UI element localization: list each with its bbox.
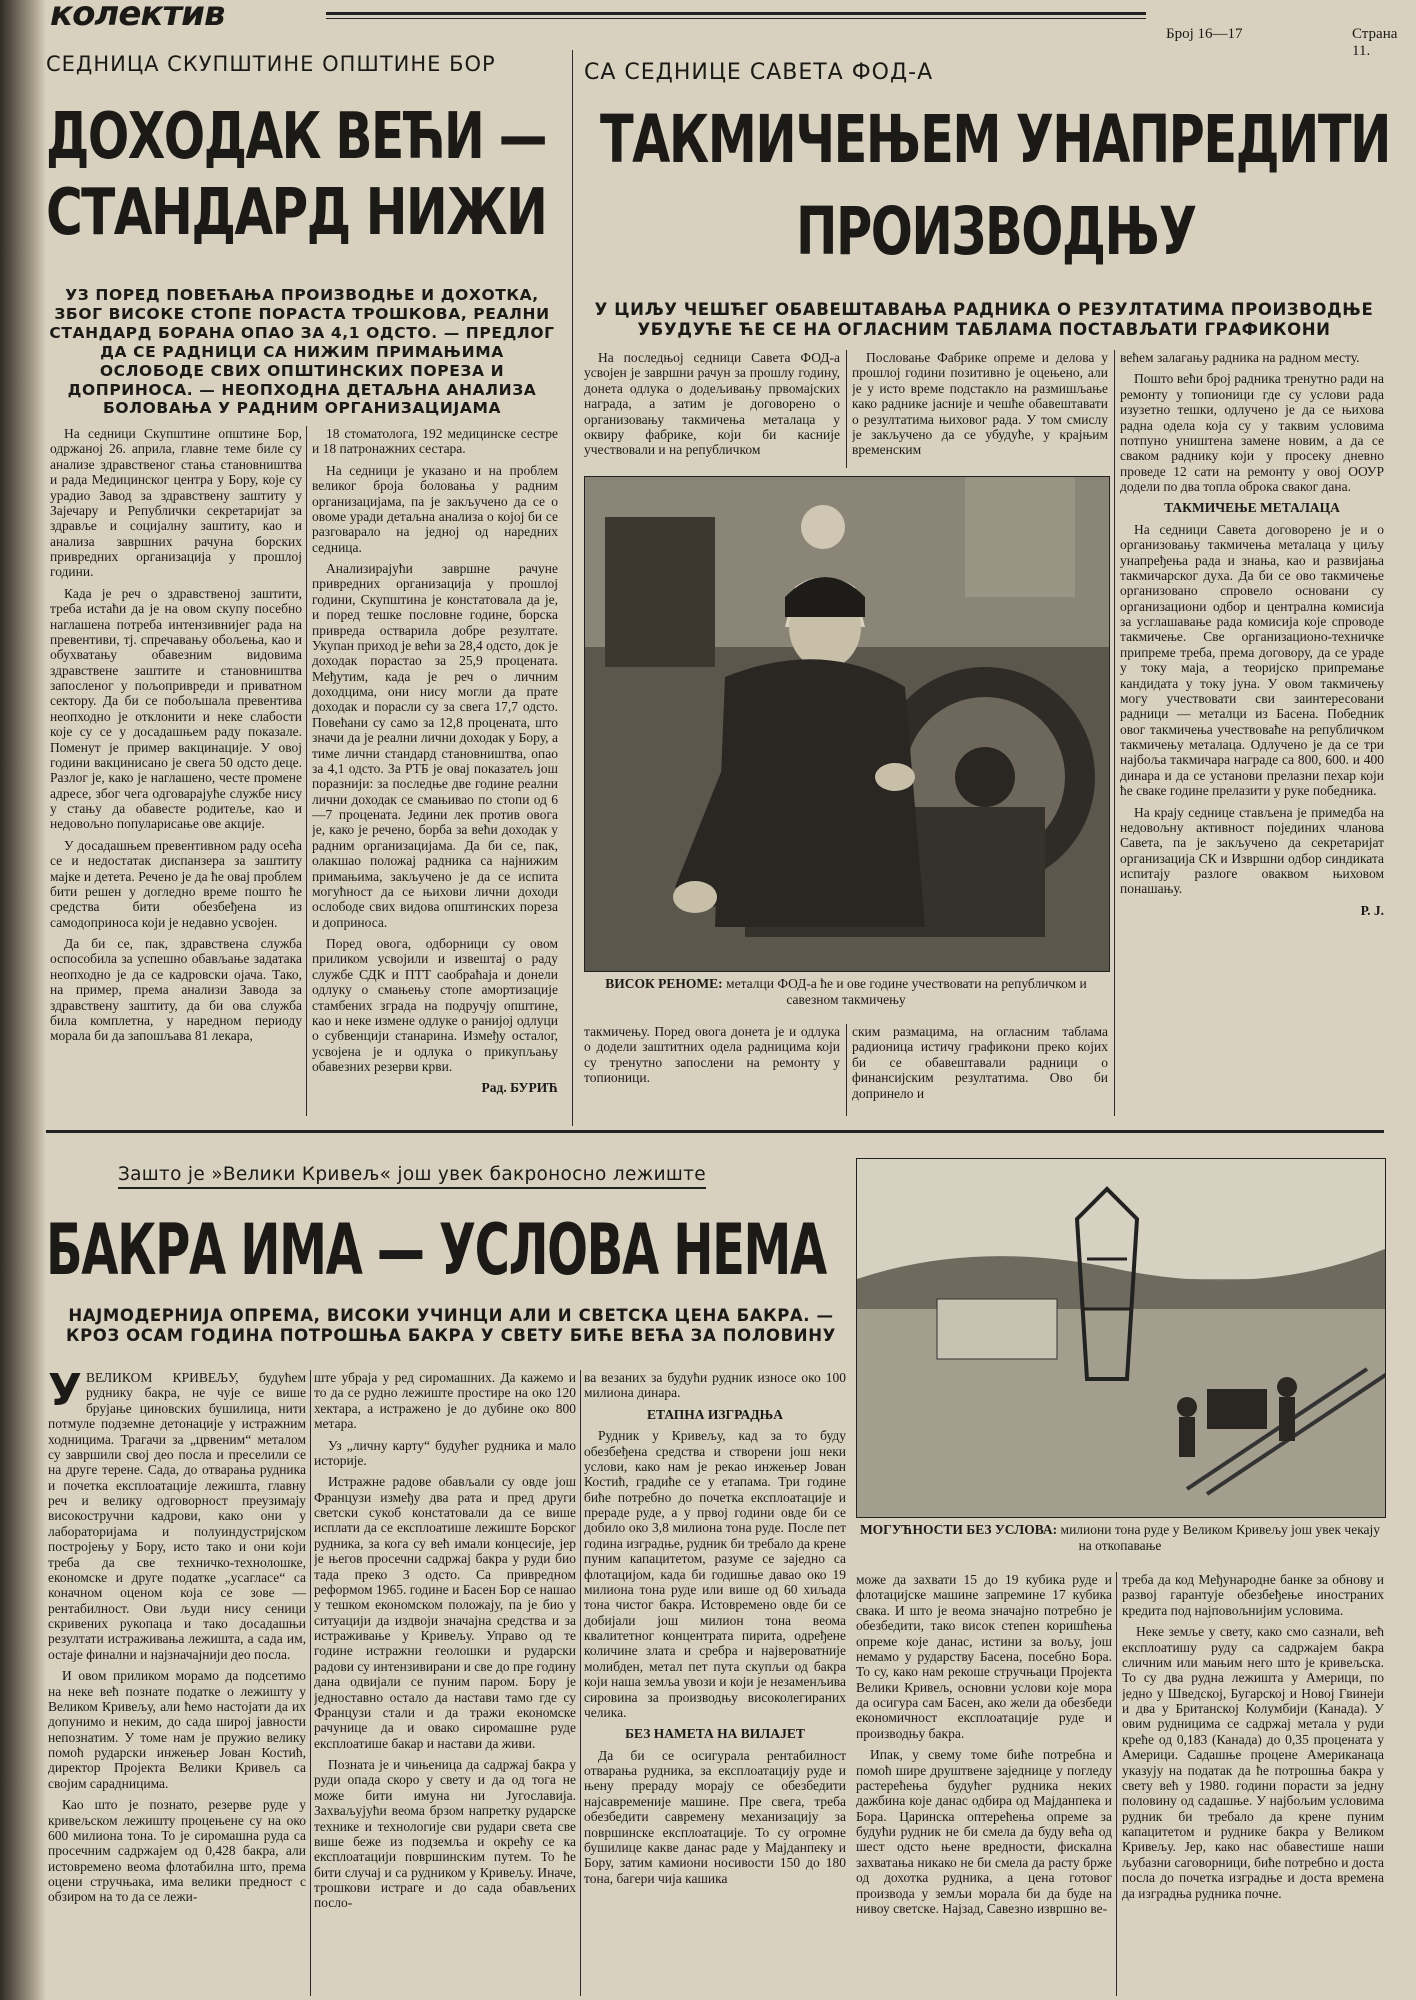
right-article-kicker: СА СЕДНИЦЕ САВЕТА ФОД-А [584,60,934,85]
bottom-article-column-3 [584,1370,846,1996]
paragraph: Ипак, у свему томе биће потребна и помоћ шире друштвене заједнице у погледу растерећења будућег рудника неких дажбина које данас одбира од Мајданпека и Бора. Царинска оптерећења опреме за будући рудник не би смела да буду већа од шест одсто њене вредности, фискална захватања никако не би смела да расту брже од дохотка рудника, а цена готовог производа у земљи морала би да буде на нивоу светске. Најзад, Савезно извршно ве- [856,1747,1112,1916]
caption-text: металци ФОД-а ће и ове године учествовати на републичком и савезном такмичењу [726,976,1087,1007]
left-article-column-2 [312,426,558,1116]
left-article-signature: Рад. БУРИЋ [481,1080,558,1096]
column-rule [310,1370,311,1996]
subhead-phased-construction: ЕТАПНА ИЗГРАДЊА [647,1406,783,1422]
binding-fold-shadow [0,0,46,2000]
paragraph: Када је реч о здравственој заштити, треба истаћи да је на овом скупу посебно наглашена потреба интензивнијег рада на превентиви, тј. спречавању обољења, као и обухватању обавезним видовима здравствене заштите и становништва запосленог у пољопривреди и приватном сектору. Да би се побољшала превентива неопходно је отклонити и неке слабости које су се у досадашњем раду показале. Поменут је пример вакцинације. У овој години вакцинисано је свега 50 одсто деце. Разлог је, како је наглашено, честе промене адресе, због чега одговарајуће службе нису у стању да обавесте родитеље, као и недовољно популарисање ове акције. [50,585,302,832]
photo-caption-lathe [584,976,1108,1007]
paragraph: Као што је познато, резерве руде у кривељском лежишту процењене су на око 600 милиона тона. То је сиромашна руда са просечним садржајем од 0,428 бакра, али истовремено веома флотабилна што, према оцени стручњака, има велики предност с обзиром на то да се лежи- [48,1797,306,1905]
subhead-metal-competition: ТАКМИЧЕЊЕ МЕТАЛАЦА [1164,500,1340,516]
paragraph: Рудник у Кривељу, кад за то буду обезбеђена средства и створени још неки услови, како нам је рекао инжењер Јован Костић, градиће се у етапама. Три године биће потребно до почетка експлоатације и прераде руде, а у првој години овде би се добило око 3,8 милиона тона руде. После пет година изградње, рудник би требало да крене пуним капацитетом, разуме се заједно са флотацијом, када би годишње давао око 19 милиона тона руде или више од 60 хиљада тона чистог бакра. Истовремено овде би се добијали још милион тона веома квалитетног концентрата пирита, одређене количине злата и сребра и највероватније молибден, метал пет пута скупљи од бакра који наша земља увози и који је незаменљива сировина за производњу високолегираних челика. [584,1428,846,1720]
issue-number: Број 16—17 [1166,26,1243,42]
bottom-article-headline: БАКРА ИМА — УСЛОВА НЕМА [46,1209,826,1291]
masthead-rule [326,12,1146,19]
paragraph: На седници Савета договорено је и о организовању такмичења металаца у циљу унапређења рада и знања, као и развијања такмичарског духа. Да би се ово такмичење организовано спровело основани су организациони одбор и централна комисија за усглашавање рада комисија које спроводе такмичење. Све организационо-техничке припреме треба, према договору, да се ураде у току маја, а теоријско припремање кандидата у току јуна. У овом такмичењу могу учествовати сви заинтересовани радници — металци из Басена. Победник овог такмичења учествоваће на републичком такмичењу металаца. Одлучено је да се три најбоља такмичара награде са 800, 600. и 400 динара и да се установи прелазни пехар који ће сваке године прелазити у руке победника. [1120,521,1384,799]
right-article-column-1-top [584,350,840,468]
paragraph: Да би се, пак, здравствена служба оспособила за успешно обављање задатака неопходно је да се кадровски ојача. Тако, на пример, према анализи Завода за здравствену заштиту, да би ова служба била комплетна, у наредном периоду морала би да запошљава 81 лекара, [50,936,302,1044]
paragraph: ште убраја у ред сиромашних. Да кажемо и то да се рудно лежиште простире на око 120 хектара, а истражено је до дубине око 800 метара. [314,1370,576,1432]
bottom-article-kicker: Зашто је »Велики Кривељ« још увек бакроносно лежиште [118,1164,706,1189]
photo-mine-site [856,1158,1386,1518]
paragraph: треба да код Међународне банке за обнову и развој гарантује обезбеђење иностраних кредита под најповољнијим условима. [1122,1572,1384,1618]
paragraph: 18 стоматолога, 192 медицинске сестре и 18 патронажних сестара. [312,426,558,457]
left-article-headline-2: СТАНДАРД НИЖИ [46,176,547,250]
column-rule [306,426,307,1116]
column-rule [846,350,847,468]
page-number: Страна 11. [1352,26,1398,59]
paragraph: Анализирајући завршне рачуне привредних организација у прошлој години, Скупштина је констатовала да је, и поред тешке пословне године, борска привреда остварила добре резултате. Укупан приход је већи за 28,4 одсто, док је доходак порастао за 25,9 процената. Међутим, када је реч о личним доходцима, они нису могли да прате доходак и порасли су за свега 17,7 одсто. Повећани су само за 12,8 процената, што значи да је реални лични доходак у Бору, а тиме лични стандард становништва, опао за 4,1 одсто. За РТБ је овај показатељ још поразнији: за последње две године реални лични доходак се смањивао по стопи од 6—7 процената. Једини лек против овога је, како је речено, борба за већи доходак у радним организацијама. Да би се, пак, олакшао положај радника са најнижим примањима, закључено је да се испита могућност да се њихови лични доходи ослободе свих видова општинских пореза и доприноса. [312,561,558,930]
right-article-column-2-top [852,350,1108,468]
right-article-deck: У ЦИЉУ ЧЕШЋЕГ ОБАВЕШТАВАЊА РАДНИКА О РЕЗУЛТАТИМА ПРОИЗВОДЊЕ УБУДУЋЕ ЋЕ СЕ НА ОГЛАСНИМ ТАБЛАМА ПОСТАВЉАТИ ГРАФИКОНИ [594,300,1374,340]
paragraph: На седници Скупштине општине Бор, одржаној 26. априла, главне теме биле су анализе здравственог стања становништва и рада Медицинског центра у Бору, које су урадио Завод за здравствену заштиту у Зајечару и Републички секретаријат за здравље и социјалну заштиту, као и анализа завршних рачуна борских привредних организација у прошлој години. [50,426,302,580]
section-divider [46,1130,1384,1133]
caption-text: милиони тона руде у Великом Кривељу још увек чекају на откопавање [1060,1522,1381,1553]
drop-cap: У [48,1370,82,1416]
article-divider [572,50,573,1126]
left-article-column-1 [50,426,302,1116]
column-rule [846,1024,847,1116]
paragraph: На крају седнице стављена је примедба на недовољну активност појединих чланова Савета, па је закључено да секретаријат организација СК и Извршни одбор синдиката испитају разлоге оваквом њиховом понашању. [1120,804,1384,897]
paragraph: Уз „личну карту“ будућег рудника и мало историје. [314,1437,576,1468]
right-article-column-3 [1120,350,1384,1116]
paragraph: На последњој седници Савета ФОД-а усвојен је завршни рачун за прошлу годину, донета одлука о додељивању првомајских награда, а затим је договорено о организовању такмичења металаца у оквиру фабрике, који би касније учествовали и на републичком [584,350,840,458]
paragraph: Поред овога, одборници су овом приликом усвојили и извештај о раду службе СДК и ПТТ саобраћаја и донели одлуку о смањењу стопе амортизације стамбених зграда на подручју општине, као и неке измене одлуке о ранијој одлуци о субвенцији станарина. Између осталог, усвојена је и одлука о прикупљању обавезних резерви крви. [312,936,558,1074]
paragraph: Неке земље у свету, како смо сазнали, већ експлоатишу руду са садржајем бакра сличним или мањим него што је кривељска. То су два рудна лежишта у Америци, по једно у Шведској, Бугарској и Новој Гвинеји и два у Британској Колумбији (Канада). У овим рудницима се садржај метала у руди креће од 0,183 (Канада) до 0,35 процената у Америци. Садашње процене Американаца указују на податак да ће потрошња бакра у свету већ у 1980. години порасти за једну половину од садашње. У најбољим условима рудник би требало да крене пуним капацитетом и руднике бакра у Великом Кривељу. Јер, како нас обавестише наши љубазни саговорници, биће потребно и доста посла до почетка изградње и доста времена да изградња рудника почне. [1122,1624,1384,1901]
column-rule [1114,350,1115,1116]
paragraph: ва везаних за будући рудник износе око 100 милиона динара. [584,1370,846,1401]
caption-lead: МОГУЋНОСТИ БЕЗ УСЛОВА: [859,1522,1058,1537]
bottom-article-column-1 [48,1370,306,1996]
paragraph: И овом приликом морамо да подсетимо на неке већ познате податке о лежишту у Великом Кривељу, али ћемо настојати да их допунимо и неким, до сада широј јавности непознатим. У томе нам је пружио велику помоћ рударски инжењер Јован Костић, директор Пројекта Велики Кривељ са својим сарадницима. [48,1668,306,1791]
paragraph: У досадашњем превентивном раду осећа се и недостатак диспанзера за заштиту мајке и детета. Речено је да ће овај проблем бити решен у догледно време пошто ће средства бити обезбеђена из самодоприноса који је недавно усвојен. [50,837,302,930]
subhead-no-levies: БЕЗ НАМЕТА НА ВИЛАЈЕТ [625,1726,805,1742]
bottom-article-column-2 [314,1370,576,1996]
paragraph: такмичењу. Поред овога донета је и одлука о додели заштитних одела радницима који су тренутно запослени на ремонту у топионици. [584,1024,840,1086]
column-rule [580,1370,581,1996]
paragraph: ВЕЛИКОМ КРИВЕЉУ, будућем руднику бакра, не чује се више брујање циновских бушилица, нити потмуле подземне детонације у истражним ходницима. Трагачи за „црвеним“ металом су завршили свој део посла и преселили се на друге терене. Сада, до отварања рудника и почетка експлоатације лежишта, главну реч и велику одговорност преузимају високостручни кадрови, како они у лабораторијама и полуиндустријском постројењу у Бору, исто тако и они који треба да све техничко-технолошке, економске и друге податке „усагласе“ са коначном оценом која се зове — рентабилност. Ови људи нису сеници скривених рукопаца и тако досадашњи резултати истраживања лежишта, а сада им, остаје финални и најзначајнији део посла. [48,1370,306,1662]
left-article-headline-1: ДОХОДАК ВЕЋИ — [46,100,546,174]
paragraph: На седници је указано и на проблем великог броја боловања у радним организацијама, па је закључено да се о овоме уради детаљна анализа о којој би се разговарало на једној од наредних седница. [312,462,558,555]
paragraph: ским размацима, на огласним таблама радионица истичу графикони преко којих би се обавештавали радници о финансијским резултатима. Ово би допринело и [852,1024,1108,1101]
mine-site-illustration [857,1159,1385,1517]
caption-lead: ВИСОК РЕНОМЕ: [605,976,723,991]
bottom-article-column-5 [1122,1572,1384,1996]
left-article-deck: УЗ ПОРЕД ПОВЕЋАЊА ПРОИЗВОДЊЕ И ДОХОТКА, ЗБОГ ВИСОКЕ СТОПЕ ПОРАСТА ТРОШКОВА, РЕАЛНИ СТАНДАРД БОРАНА ОПАО ЗА 4,1 ОДСТО. — ПРЕДЛОГ ДА СЕ РАДНИЦИ СА НИЖИМ ПРИМАЊИМА ОСЛОБОДЕ СВИХ ОПШТИНСКИХ ПОРЕЗА И ДОПРИНОСА. — НЕОПХОДНА ДЕТАЉНА АНАЛИЗА БОЛОВАЊА У РАДНИМ ОРГАНИЗАЦИЈАМА [49,286,555,418]
photo-worker-at-lathe [584,476,1110,972]
paragraph: Пословање Фабрике опреме и делова у прошлој години позитивно је оцењено, али је у исто време подстакло на размишљање како раднике јасније и чешће обавештавати о резултатима њиховог рада. У том смислу је закључено да се убудуће, у крајњим временским [852,350,1108,458]
column-rule [1116,1572,1117,1996]
paragraph: може да захвати 15 до 19 кубика руде и флотацијске машине запремине 17 кубика свака. И што је веома значајно потребно је обезбедити, тако висок степен коришћења опреме које данас, истини за вољу, још немамо у рударству Басена, посебно Бора. То су, како нам рекоше стручњаци Пројекта Велики Кривељ, основни услови које мора да осигура сам Басен, ако жели да обезбеди економичност експлоатације руде и производњу бакра. [856,1572,1112,1741]
bottom-article-column-4 [856,1572,1112,1996]
photo-caption-mine [856,1522,1384,1553]
bottom-article-deck: НАЈМОДЕРНИЈА ОПРЕМА, ВИСОКИ УЧИНЦИ АЛИ И СВЕТСКА ЦЕНА БАКРА. — КРОЗ ОСАМ ГОДИНА ПОТРОШЊА БАКРА У СВЕТУ БИЋЕ ВЕЋА ЗА ПОЛОВИНУ [66,1306,836,1346]
right-article-bottom-column-2 [852,1024,1108,1116]
paragraph: Позната је и чињеница да садржај бакра у руди опада скоро у свету и да од тога не може бити имуна ни Југославија. Захваљујући веома брзом напретку рударске технике и технологије сви рудари света све више беже из подземља и окрећу се ка експлоатацији површинским путем. То ће бити случај и са рудником у Кривељу. Иначе, трошкови истраге и до сада обављених посло- [314,1757,576,1911]
paragraph: Да би се осигурала рентабилност отварања рудника, за експлоатацију руде и њену прераду морају се обезбедити најсавременије машине. Пре свега, треба обезбедити савремену механизацију за површинске експлоатације. То су огромне бушилице какве данас раде у Мајданпеку и Бору, затим камиони носивости 150 до 180 тона, багери чија кашика [584,1747,846,1886]
paragraph: Пошто већи број радника тренутно ради на ремонту у топионици где су услови рада изузетно тешки, одлучено је да се њихова радна одела која су у таквим условима потпуно уништена замене новим, а да се сваком раднику који у просеку дневно проведе 12 сати на ремонту у овој ООУР додели по два топла оброка сваког дана. [1120,371,1384,494]
paragraph: већем залагању радника на радном месту. [1120,350,1360,365]
paragraph: Истражне радове обављали су овде још Французи између два рата и пред други светски сукоб констатовали да се више исплати да се експлоатише лежиште Борског рудника, за кога су већ имали концесије, јер је његов просечни садржај бакра у руди био тада преко 3 одсто. Са привредном реформом 1965. године и Басен Бор се нашао у тешком економском положају, па је био у ситуацији да издвоји значајна средства и за истраживање у Кривељу. Управо од те године истражни геолошки и рударски радови су интензивирани и све до пре годину дана одвијали се пуним паром. Бору је једноставно остало да настави тамо где су Французи стали и да тражи економске рачунице да и овако сиромашне руде експлоатише бакар и настави да живи. [314,1474,576,1751]
lathe-worker-illustration [585,477,1109,971]
right-article-headline-1: ТАКМИЧЕЊЕМ УНАПРЕДИТИ [600,101,1390,178]
right-article-bottom-column-1 [584,1024,840,1116]
right-article-headline-2: ПРОИЗВОДЊУ [796,193,1196,270]
left-article-kicker: СЕДНИЦА СКУПШТИНЕ ОПШТИНЕ БОР [46,52,496,76]
masthead [46,0,1398,59]
paper-name: колектив [50,0,225,34]
right-article-signature: Р. Ј. [1360,902,1384,918]
